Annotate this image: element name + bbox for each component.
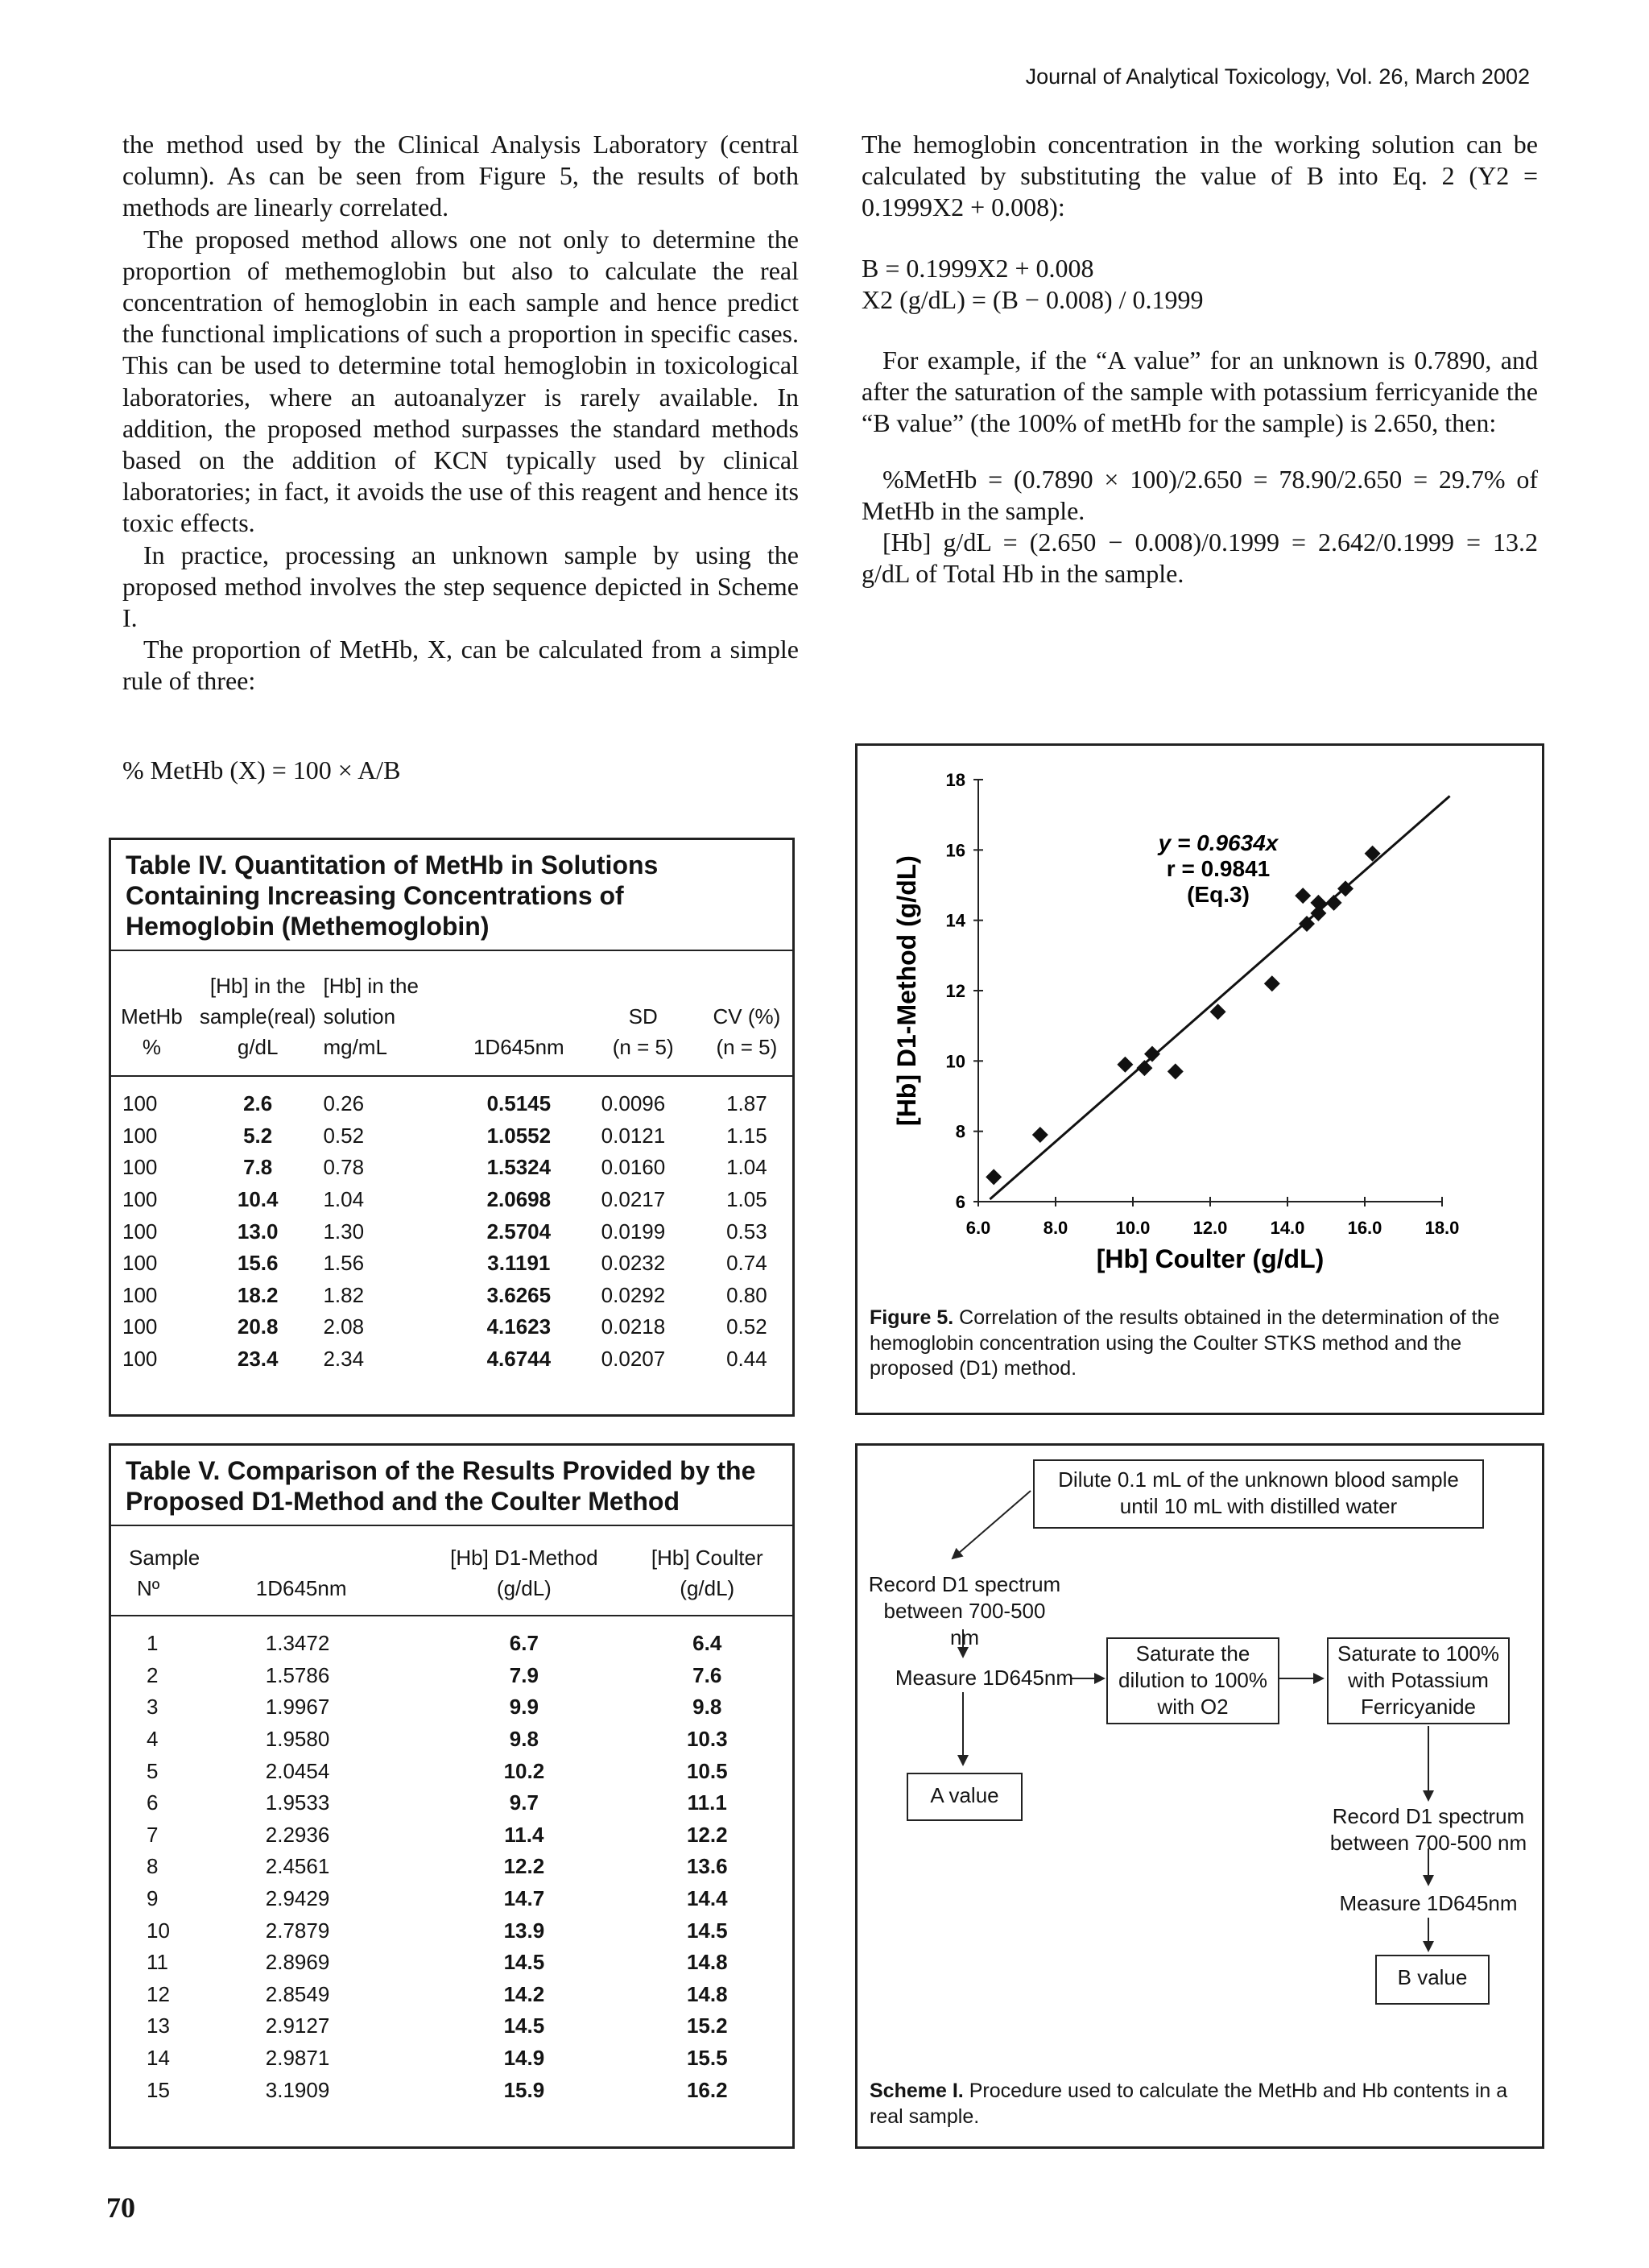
- scatter-chart: [858, 746, 1542, 1302]
- table-cell: 11.4: [504, 1822, 544, 1847]
- table-cell: 5: [147, 1758, 159, 1783]
- table-cell: 4.6744: [486, 1347, 552, 1372]
- table-cell: 13.9: [503, 1918, 545, 1943]
- table-row: [111, 2042, 792, 2075]
- formula-metHb: % MetHb (X) = 100 × A/B: [122, 755, 401, 784]
- table-cell: 10: [147, 1918, 170, 1943]
- table-cell: 1.9967: [265, 1695, 330, 1720]
- table-cell: 0.0292: [601, 1282, 666, 1307]
- table-cell: 1.5786: [265, 1662, 330, 1687]
- table-cell: 13.6: [686, 1854, 728, 1879]
- table-cell: 0.53: [726, 1219, 767, 1244]
- data-point: [1144, 1046, 1160, 1062]
- table-cell: 3: [147, 1695, 159, 1720]
- table-v-grid: [111, 1542, 792, 2106]
- paragraph: %MetHb = (0.7890 × 100)/2.650 = 78.90/2.650 = 29.7% of MetHb in the sample.: [862, 464, 1538, 525]
- data-point: [1168, 1063, 1184, 1079]
- table-cell: 10.5: [686, 1758, 728, 1783]
- table-row: [111, 1076, 792, 1120]
- table-row: [111, 1616, 792, 1660]
- figure-caption: [870, 1306, 1528, 1382]
- y-tick-label: 10: [945, 1051, 965, 1072]
- table-title: Table IV. Quantitation of MetHb in Solutions Containing Increasing Concentrations of Hemoglobin (Methemoglobin): [111, 840, 792, 951]
- x-tick-label: 12.0: [1192, 1218, 1228, 1238]
- table-cell: 14.8: [686, 1981, 728, 2006]
- table-cell: 3.6265: [486, 1282, 552, 1307]
- paragraph: The hemoglobin concentration in the working solution can be calculated by substituting the value of B into Eq. 2 (Y2 = 0.1999X2 + 0.008):: [862, 130, 1538, 222]
- table-cell: 1.04: [726, 1155, 767, 1180]
- table-iv-grid: [111, 971, 792, 1375]
- table-cell: 15.9: [503, 2077, 545, 2102]
- table-cell: 10.4: [237, 1187, 279, 1212]
- table-cell: 0.78: [323, 1155, 365, 1180]
- table-cell: 0.5145: [486, 1091, 552, 1116]
- x-tick-label: 6.0: [965, 1218, 991, 1238]
- col-header: CV (%) (n = 5): [713, 1004, 781, 1059]
- table-cell: 7.6: [692, 1662, 722, 1687]
- table-cell: 9.9: [509, 1695, 539, 1720]
- table-row: [111, 1883, 792, 1915]
- table-cell: 18.2: [237, 1282, 279, 1307]
- table-cell: 0.26: [323, 1091, 365, 1116]
- table-title: Table V. Comparison of the Results Provided by the Proposed D1-Method and the Coulter Method: [111, 1446, 792, 1526]
- saturate-ferricyanide-box: Saturate to 100% with Potassium Ferricyanide: [1327, 1637, 1510, 1724]
- table-cell: 2.2936: [265, 1822, 330, 1847]
- table-cell: 1.9533: [265, 1790, 330, 1815]
- col-header: 1D645nm: [473, 1035, 564, 1059]
- col-header: [Hb] Coulter (g/dL): [651, 1546, 763, 1600]
- table-cell: 0.0217: [601, 1187, 666, 1212]
- scheme-caption: [870, 2078, 1528, 2129]
- annotation-eq: (Eq.3): [1187, 882, 1250, 907]
- y-tick-label: 8: [955, 1121, 965, 1142]
- table-cell: 2.8549: [265, 1981, 330, 2006]
- table-row: [111, 2010, 792, 2042]
- annotation-r: r = 0.9841: [1166, 856, 1271, 881]
- table-cell: 0.52: [323, 1123, 365, 1148]
- table-row: [111, 1660, 792, 1692]
- table-cell: 6: [147, 1790, 159, 1815]
- table-cell: 100: [122, 1187, 158, 1212]
- table-cell: 2.6: [243, 1091, 273, 1116]
- table-cell: 16.2: [686, 2077, 728, 2102]
- table-cell: 2.9127: [265, 2013, 330, 2038]
- table-cell: 14.7: [503, 1886, 545, 1911]
- table-cell: 3.1191: [487, 1251, 551, 1276]
- table-cell: 2.5704: [486, 1219, 552, 1244]
- caption-label: Figure 5.: [870, 1306, 954, 1329]
- table-cell: 2.08: [323, 1314, 365, 1339]
- x-tick-label: 18.0: [1424, 1218, 1460, 1238]
- table-row: [111, 1724, 792, 1756]
- left-column: [122, 129, 799, 697]
- table-cell: 6.4: [692, 1631, 722, 1656]
- table-iv: [109, 838, 795, 1417]
- table-cell: 13: [147, 2013, 170, 2038]
- record-spectrum-step: Record D1 spectrum between 700-500 nm: [868, 1572, 1061, 1649]
- table-cell: 9.8: [509, 1727, 539, 1752]
- table-cell: 14.5: [503, 2013, 545, 2038]
- table-cell: 15.2: [686, 2013, 728, 2038]
- table-row: [111, 1184, 792, 1216]
- x-tick-label: 10.0: [1115, 1218, 1151, 1238]
- table-cell: 20.8: [237, 1314, 279, 1339]
- table-row: [111, 2074, 792, 2106]
- table-cell: 1.0552: [486, 1123, 552, 1148]
- table-cell: 9.7: [509, 1790, 539, 1815]
- data-point: [1326, 895, 1342, 911]
- scheme-1: [855, 1443, 1544, 2149]
- table-cell: 1.5324: [486, 1155, 552, 1180]
- table-cell: 3.1909: [265, 2077, 330, 2102]
- table-row: [111, 1755, 792, 1787]
- table-cell: 1.15: [726, 1123, 767, 1148]
- table-cell: 100: [122, 1282, 158, 1307]
- table-cell: 11.1: [687, 1790, 727, 1815]
- table-row: [111, 1311, 792, 1343]
- table-cell: 1.82: [323, 1282, 365, 1307]
- table-cell: 0.0199: [601, 1219, 666, 1244]
- table-row: [111, 1691, 792, 1724]
- table-cell: 14.9: [503, 2046, 545, 2071]
- table-cell: 7.9: [509, 1662, 539, 1687]
- table-cell: 2.9429: [265, 1886, 330, 1911]
- annotation-equation: y = 0.9634x: [1158, 830, 1279, 855]
- table-cell: 0.80: [726, 1282, 767, 1307]
- equation: B = 0.1999X2 + 0.008: [862, 253, 1094, 283]
- col-header: [Hb] in the solution mg/mL: [323, 974, 419, 1059]
- table-cell: 100: [122, 1219, 158, 1244]
- table-cell: 1.05: [726, 1187, 767, 1212]
- table-cell: 15: [147, 2077, 170, 2102]
- table-cell: 9: [147, 1886, 159, 1911]
- table-cell: 1.9580: [265, 1727, 330, 1752]
- table-row: [111, 1851, 792, 1883]
- col-header: SD (n = 5): [612, 1004, 674, 1059]
- table-row: [111, 1819, 792, 1852]
- table-cell: 1.30: [323, 1219, 365, 1244]
- table-cell: 0.0207: [601, 1347, 666, 1372]
- data-point: [1299, 916, 1315, 932]
- data-point: [1264, 975, 1280, 991]
- table-cell: 0.0218: [601, 1314, 666, 1339]
- y-tick-label: 14: [945, 910, 965, 931]
- table-cell: 2.4561: [265, 1854, 330, 1879]
- col-header: MetHb %: [121, 1004, 183, 1059]
- data-point: [1210, 1004, 1226, 1020]
- table-cell: 14.2: [503, 1981, 545, 2006]
- table-cell: 100: [122, 1155, 158, 1180]
- caption-label: Scheme I.: [870, 2080, 964, 2102]
- table-row: [111, 1914, 792, 1947]
- table-cell: 10.2: [503, 1758, 545, 1783]
- page-number: 70: [106, 2191, 135, 2224]
- data-point: [1117, 1057, 1133, 1073]
- table-cell: 0.0160: [601, 1155, 666, 1180]
- table-cell: 14: [147, 2046, 170, 2071]
- paragraph: the method used by the Clinical Analysis Laboratory (central column). As can be seen from Figure 5, the results of both methods are linearly correlated.: [122, 130, 799, 222]
- caption-text: Procedure used to calculate the MetHb and Hb contents in a real sample.: [870, 2080, 1508, 2128]
- measure-step: Measure 1D645nm: [1339, 1891, 1518, 1915]
- paragraph: The proposed method allows one not only to determine the proportion of methemoglobin but also to calculate the real concentration of hemoglobin in each sample and hence predict the functional implications of such a proportion in specific cases. This can be used to determine total hemoglobin in toxicological laboratories, where an autoanalyzer is rarely available. In addition, the proposed method surpasses the standard methods based on the addition of KCN typically used by clinical laboratories; in fact, it avoids the use of this reagent and hence its toxic effects.: [122, 224, 799, 538]
- table-cell: 8: [147, 1854, 159, 1879]
- table-row: [111, 1248, 792, 1280]
- table-cell: 23.4: [237, 1347, 279, 1372]
- data-point: [1295, 888, 1311, 904]
- table-cell: 15.6: [237, 1251, 279, 1276]
- table-cell: 9.8: [692, 1695, 722, 1720]
- data-point: [1136, 1060, 1152, 1076]
- table-cell: 7: [147, 1822, 159, 1847]
- table-cell: 6.7: [509, 1631, 539, 1656]
- x-tick-label: 14.0: [1270, 1218, 1305, 1238]
- table-row: [111, 1280, 792, 1312]
- y-tick-label: 16: [945, 840, 965, 861]
- x-tick-label: 16.0: [1347, 1218, 1382, 1238]
- data-point: [986, 1169, 1002, 1185]
- table-cell: 0.0232: [601, 1251, 666, 1276]
- table-row: [111, 1152, 792, 1184]
- table-cell: 0.52: [726, 1314, 767, 1339]
- table-cell: 1.3472: [265, 1631, 330, 1656]
- table-cell: 10.3: [686, 1727, 728, 1752]
- running-head: Journal of Analytical Toxicology, Vol. 26, March 2002: [1025, 64, 1530, 89]
- table-cell: 100: [122, 1314, 158, 1339]
- y-tick-label: 18: [945, 770, 965, 790]
- table-cell: 2.9871: [265, 2046, 330, 2071]
- table-cell: 12: [147, 1981, 170, 2006]
- table-cell: 14.5: [503, 1950, 545, 1975]
- paragraph: [Hb] g/dL = (2.650 − 0.008)/0.1999 = 2.642/0.1999 = 13.2 g/dL of Total Hb in the sample.: [862, 528, 1538, 589]
- table-cell: 5.2: [243, 1123, 273, 1148]
- y-tick-label: 12: [945, 981, 965, 1001]
- col-header: [Hb] D1-Method (g/dL): [450, 1546, 598, 1600]
- table-cell: 2.34: [323, 1347, 365, 1372]
- table-cell: 14.5: [686, 1918, 728, 1943]
- table-v: [109, 1443, 795, 2149]
- table-row: [111, 1947, 792, 1979]
- table-cell: 4: [147, 1727, 159, 1752]
- table-cell: 100: [122, 1091, 158, 1116]
- paragraph: In practice, processing an unknown sample by using the proposed method involves the step sequence depicted in Scheme I.: [122, 540, 799, 633]
- table-cell: 4.1623: [486, 1314, 552, 1339]
- table-cell: 0.74: [726, 1251, 767, 1276]
- measure-step: Measure 1D645nm: [895, 1666, 1073, 1690]
- table-cell: 12.2: [503, 1854, 545, 1879]
- table-cell: 0.44: [726, 1347, 767, 1372]
- table-row: [111, 1120, 792, 1153]
- right-column: [862, 129, 1538, 590]
- table-cell: 100: [122, 1123, 158, 1148]
- caption-text: Correlation of the results obtained in the determination of the hemoglobin concentration using the Coulter STKS method and the proposed (D1) method.: [870, 1306, 1500, 1380]
- col-header: 1D645nm: [255, 1576, 347, 1600]
- table-cell: 12.2: [686, 1822, 728, 1847]
- y-tick-label: 6: [955, 1192, 965, 1212]
- table-cell: 1: [147, 1631, 159, 1656]
- record-spectrum-step: Record D1 spectrum between 700-500 nm: [1329, 1804, 1527, 1855]
- table-cell: 2.8969: [265, 1950, 330, 1975]
- table-cell: 0.0121: [601, 1123, 666, 1148]
- col-header: Sample Nº: [129, 1546, 200, 1600]
- dilute-box: Dilute 0.1 mL of the unknown blood sample until 10 mL with distilled water: [1033, 1459, 1484, 1529]
- table-cell: 15.5: [686, 2046, 728, 2071]
- b-value-box: B value: [1375, 1955, 1490, 2005]
- table-cell: 2.0454: [265, 1758, 330, 1783]
- paragraph: For example, if the “A value” for an unknown is 0.7890, and after the saturation of the sample with potassium ferricyanide the “B value” (the 100% of metHb for the sample) is 2.650, then:: [862, 346, 1538, 438]
- table-cell: 1.87: [726, 1091, 767, 1116]
- table-cell: 14.8: [686, 1950, 728, 1975]
- x-tick-label: 8.0: [1043, 1218, 1068, 1238]
- table-row: [111, 1979, 792, 2011]
- table-cell: 2: [147, 1662, 159, 1687]
- table-cell: 1.04: [323, 1187, 365, 1212]
- y-axis-label: [Hb] D1-Method (g/dL): [892, 855, 921, 1126]
- equation: X2 (g/dL) = (B − 0.008) / 0.1999: [862, 284, 1204, 314]
- x-axis-label: [Hb] Coulter (g/dL): [1096, 1244, 1325, 1273]
- table-cell: 2.0698: [486, 1187, 552, 1212]
- table-cell: 13.0: [237, 1219, 279, 1244]
- table-cell: 2.7879: [265, 1918, 330, 1943]
- table-row: [111, 1215, 792, 1248]
- table-row: [111, 1787, 792, 1819]
- table-cell: 11: [147, 1950, 168, 1975]
- data-point: [1032, 1127, 1048, 1143]
- table-row: [111, 1343, 792, 1376]
- table-cell: 14.4: [686, 1886, 728, 1911]
- col-header: [Hb] in the sample(real) g/dL: [199, 974, 316, 1059]
- arrow: [953, 1491, 1031, 1558]
- table-cell: 100: [122, 1347, 158, 1372]
- paragraph: The proportion of MetHb, X, can be calculated from a simple rule of three:: [122, 635, 799, 696]
- a-value-box: A value: [907, 1773, 1023, 1821]
- table-cell: 0.0096: [601, 1091, 666, 1116]
- saturate-o2-box: Saturate the dilution to 100% with O2: [1106, 1637, 1279, 1724]
- table-cell: 7.8: [243, 1155, 273, 1180]
- table-cell: 100: [122, 1251, 158, 1276]
- table-cell: 1.56: [323, 1251, 365, 1276]
